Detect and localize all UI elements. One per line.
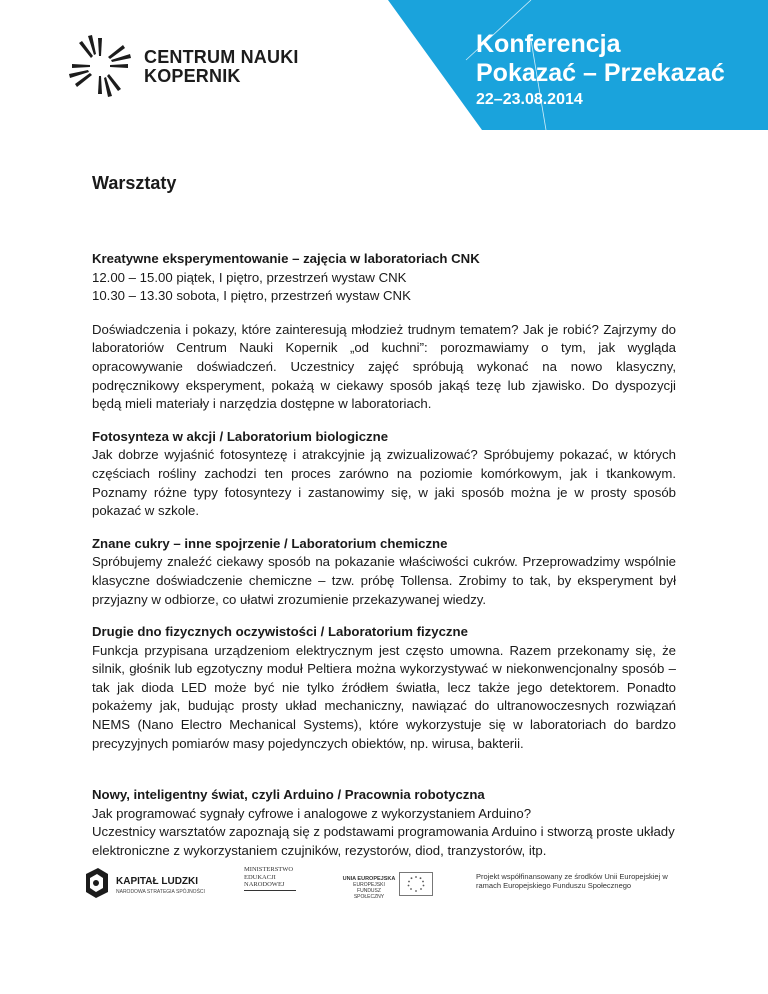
logo-line1: CENTRUM NAUKI xyxy=(144,47,299,67)
eu-line2: EUROPEJSKI xyxy=(353,882,385,888)
cnk-logo xyxy=(68,34,318,94)
conference-title-line1: Konferencja xyxy=(476,30,621,58)
workshop-1 xyxy=(92,250,676,414)
conference-title xyxy=(476,30,725,110)
men-line3: NARODOWEJ xyxy=(244,881,285,888)
footer-logos xyxy=(0,850,768,910)
document-body xyxy=(92,172,676,861)
eu-line3: FUNDUSZ SPOŁECZNY xyxy=(353,888,385,900)
kapital-ludzki-logo xyxy=(84,866,214,900)
workshop-description: Jak programować sygnały cyfrowe i analogowe z wykorzystaniem Arduino? xyxy=(92,805,532,821)
workshop-description: Spróbujemy znaleźć ciekawy sposób na pokazanie właściwości cukrów. Przeprowadzimy wspólnie klasyczne doświadczenie chemiczne – tzw. próbę Tollensa. Zrobimy to tak, by eksperyment był przyjazny w odbiorze, co ułatwi zrozumienie przekazywanej wiedzy. xyxy=(92,554,676,607)
page-title: Warsztaty xyxy=(92,173,177,193)
kapital-ludzki-title: KAPITAŁ LUDZKI xyxy=(116,876,199,887)
workshop-3 xyxy=(92,535,676,609)
men-line1: MINISTERSTWO xyxy=(244,866,294,873)
workshop-title: Znane cukry – inne spojrzenie / Laboratorium chemiczne xyxy=(92,535,448,551)
cnk-logo-icon xyxy=(68,34,132,98)
workshop-title: Fotosynteza w akcji / Laboratorium biologiczne xyxy=(92,428,389,444)
men-logo xyxy=(244,866,296,891)
workshop-title: Nowy, inteligentny świat, czyli Arduino / Pracownia robotyczna xyxy=(92,787,485,803)
workshop-description: Funkcja przypisana urządzeniom elektrycznym jest często umowna. Razem przekonamy się, że silnik, głośnik lub egzotyczny moduł Peltiera można wykorzystywać w niekonwencjonalny sposób – tak jak dioda LED może być nie tylko źródłem światła, lecz także jego detektorem. Ponadto pokażemy jak, budując prosty układ mechaniczny, nawiązać do ultranowoczesnych rozwiązań NEMS (Nano Electro Mechanical Systems), które wykorzystuje się w laboratoriach do bardzo precyzyjnych pomiarów masy pojedynczych obiektów, np. wirusa, bakterii. xyxy=(92,642,676,751)
workshop-2 xyxy=(92,428,676,521)
workshop-description: Jak dobrze wyjaśnić fotosyntezę i atrakcyjnie ją zwizualizować? Spróbujemy pokazać, w których częściach rośliny zachodzi ten proces zarówno na poziomie komórkowym, jak i tkankowym. Poznamy różne typy fotosyntezy i zastanowimy się, w jaki sposób można je w prosty sposób pokazać w szkole. xyxy=(92,447,676,519)
conference-title-line2: Pokazać – Przekazać xyxy=(476,59,725,87)
workshop-description: Uczestnicy warsztatów zapoznają się z podstawami programowania Arduino i stworzą proste układy elektroniczne z wykorzystaniem czujników, rezystorów, diod, tranzystorów, itp. xyxy=(92,824,675,859)
workshop-4 xyxy=(92,623,676,753)
workshop-time: 12.00 – 15.00 piątek, I piętro, przestrzeń wystaw CNK xyxy=(92,269,407,285)
workshop-title: Kreatywne eksperymentowanie – zajęcia w laboratoriach CNK xyxy=(92,251,480,266)
eu-line1: UNIA EUROPEJSKA xyxy=(342,876,396,882)
kapital-ludzki-icon xyxy=(84,866,110,900)
kapital-ludzki-subtitle: NARODOWA STRATEGIA SPÓJNOŚCI xyxy=(116,889,205,895)
workshop-title: Drugie dno fizycznych oczywistości / Laboratorium fizyczne xyxy=(92,624,468,640)
eu-flag-icon xyxy=(399,872,433,896)
eu-label xyxy=(342,876,396,900)
workshop-time: 10.30 – 13.30 sobota, I piętro, przestrzeń wystaw CNK xyxy=(92,288,411,304)
cnk-logo-text xyxy=(144,48,299,86)
men-divider xyxy=(244,890,296,891)
conference-date: 22–23.08.2014 xyxy=(476,91,583,108)
men-line2: EDUKACJI xyxy=(244,873,276,881)
logo-line2: KOPERNIK xyxy=(144,66,241,86)
workshop-description: Doświadczenia i pokazy, które zainteresują młodzież trudnym tematem? Jak je robić? Zajrzymy do laboratoriów Centrum Nauki Kopernik „od kuchni”: porozmawiamy o tym, jak wygląda opracowywanie doświadczeń. Uczestnicy zajęć spróbują wykonać na nowo klasyczny, podręcznikowy eksperyment, pokażą w ciekawy sposób jakąś tezę lub zjawisko. Do dyspozycji będą mieli materiały i narzędzia dostępne w laboratoriach. xyxy=(92,321,676,412)
funding-note: Projekt współfinansowany ze środków Unii Europejskiej w ramach Europejskiego Funduszu Społecznego xyxy=(476,872,668,890)
